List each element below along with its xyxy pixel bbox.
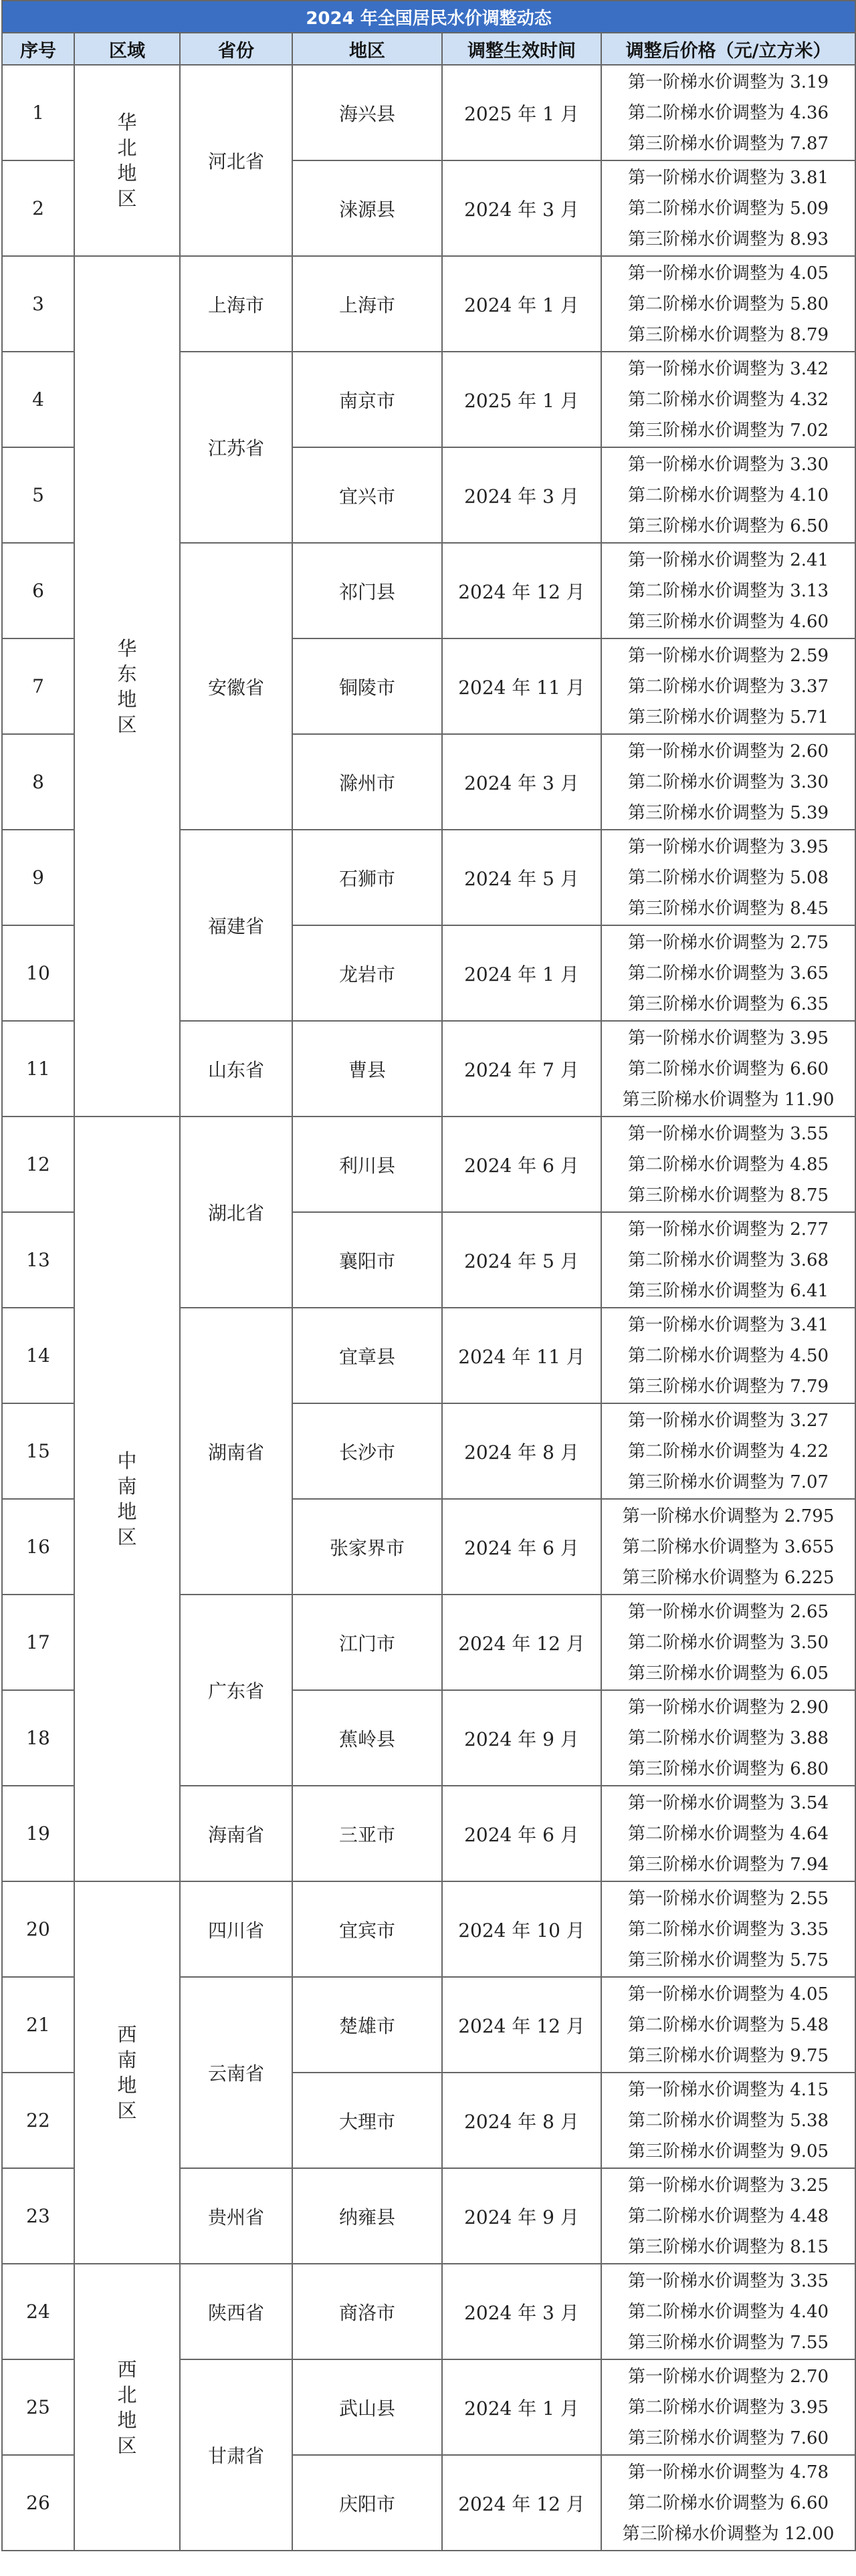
- header-row: [2, 33, 855, 65]
- price-cell: [601, 1786, 855, 1881]
- seq-cell: 5: [2, 447, 74, 543]
- area-cell: 祁门县: [292, 543, 442, 638]
- date-cell: 2025 年 1 月: [442, 352, 601, 447]
- area-cell: 宜兴市: [292, 447, 442, 543]
- water-price-table: [1, 0, 856, 2551]
- price-line: 第三阶梯水价调整为 7.87: [627, 133, 829, 154]
- area-cell: 长沙市: [292, 1403, 442, 1499]
- price-line: 第三阶梯水价调整为 9.75: [627, 2045, 829, 2066]
- price-cell: [601, 352, 855, 447]
- date-cell: 2024 年 8 月: [442, 2073, 601, 2168]
- price-line: 第一阶梯水价调整为 3.25: [627, 2175, 829, 2196]
- price-line: 第一阶梯水价调整为 2.59: [627, 645, 829, 666]
- date-cell: 2024 年 3 月: [442, 2264, 601, 2359]
- date-cell: 2024 年 1 月: [442, 2359, 601, 2455]
- price-line: 第一阶梯水价调整为 2.65: [627, 1601, 829, 1622]
- price-cell: [601, 1977, 855, 2073]
- seq-cell: 12: [2, 1117, 74, 1212]
- table-row: [2, 1117, 855, 1212]
- date-cell: 2024 年 1 月: [442, 925, 601, 1021]
- price-line: 第三阶梯水价调整为 8.79: [627, 324, 829, 345]
- seq-cell: 20: [2, 1881, 74, 1977]
- seq-cell: 13: [2, 1212, 74, 1308]
- area-cell: 龙岩市: [292, 925, 442, 1021]
- price-line: 第二阶梯水价调整为 4.10: [627, 485, 829, 505]
- price-line: 第二阶梯水价调整为 5.38: [627, 2110, 829, 2131]
- area-cell: 楚雄市: [292, 1977, 442, 2073]
- price-line: 第一阶梯水价调整为 3.19: [627, 72, 829, 92]
- price-line: 第一阶梯水价调整为 3.54: [627, 1792, 829, 1813]
- province-cell: 海南省: [180, 1786, 292, 1881]
- seq-cell: 18: [2, 1690, 74, 1786]
- province-cell: 山东省: [180, 1021, 292, 1117]
- region-cell: [74, 65, 180, 256]
- seq-cell: 10: [2, 925, 74, 1021]
- price-cell: [601, 1881, 855, 1977]
- price-line: 第三阶梯水价调整为 7.94: [627, 1854, 829, 1875]
- table-row: [2, 256, 855, 352]
- region-char: 西: [117, 2023, 137, 2046]
- province-cell: 云南省: [180, 1977, 292, 2168]
- header-province: 省份: [180, 33, 292, 65]
- area-cell: 宜宾市: [292, 1881, 442, 1977]
- price-line: 第三阶梯水价调整为 7.02: [627, 420, 829, 441]
- price-cell: [601, 1403, 855, 1499]
- region-cell: [74, 1117, 180, 1881]
- area-cell: 曹县: [292, 1021, 442, 1117]
- price-cell: [601, 2359, 855, 2455]
- seq-cell: 22: [2, 2073, 74, 2168]
- region-char: 地: [117, 1500, 137, 1523]
- date-cell: 2024 年 12 月: [442, 2455, 601, 2551]
- price-line: 第一阶梯水价调整为 3.95: [627, 836, 829, 857]
- price-line: 第三阶梯水价调整为 7.60: [627, 2428, 829, 2448]
- date-cell: 2024 年 3 月: [442, 447, 601, 543]
- province-cell: 陕西省: [180, 2264, 292, 2359]
- area-cell: 蕉岭县: [292, 1690, 442, 1786]
- price-line: 第二阶梯水价调整为 3.65: [627, 963, 829, 983]
- price-line: 第一阶梯水价调整为 2.55: [627, 1888, 829, 1909]
- price-cell: [601, 160, 855, 256]
- date-cell: 2024 年 3 月: [442, 734, 601, 830]
- area-cell: 南京市: [292, 352, 442, 447]
- region-char: 区: [117, 713, 137, 736]
- seq-cell: 26: [2, 2455, 74, 2551]
- price-line: 第一阶梯水价调整为 3.30: [627, 454, 829, 475]
- price-line: 第一阶梯水价调整为 4.05: [627, 1984, 829, 2004]
- date-cell: 2025 年 1 月: [442, 65, 601, 160]
- region-cell: [74, 1881, 180, 2264]
- seq-cell: 23: [2, 2168, 74, 2264]
- area-cell: 上海市: [292, 256, 442, 352]
- price-line: 第二阶梯水价调整为 3.13: [627, 580, 829, 601]
- date-cell: 2024 年 10 月: [442, 1881, 601, 1977]
- price-line: 第一阶梯水价调整为 2.90: [627, 1697, 829, 1718]
- region-char: 区: [117, 187, 137, 210]
- price-line: 第一阶梯水价调整为 3.27: [627, 1410, 829, 1431]
- seq-cell: 6: [2, 543, 74, 638]
- price-cell: [601, 830, 855, 925]
- price-line: 第一阶梯水价调整为 3.41: [627, 1314, 829, 1335]
- seq-cell: 25: [2, 2359, 74, 2455]
- price-line: 第三阶梯水价调整为 9.05: [627, 2141, 829, 2161]
- province-cell: 江苏省: [180, 352, 292, 543]
- header-region: 区域: [74, 33, 180, 65]
- price-line: 第二阶梯水价调整为 5.80: [627, 294, 829, 314]
- table-row: [2, 2264, 855, 2359]
- price-cell: [601, 2168, 855, 2264]
- seq-cell: 11: [2, 1021, 74, 1117]
- price-cell: [601, 1212, 855, 1308]
- price-cell: [601, 1117, 855, 1212]
- price-line: 第三阶梯水价调整为 6.50: [627, 515, 829, 536]
- province-cell: 安徽省: [180, 543, 292, 830]
- price-line: 第三阶梯水价调整为 5.71: [627, 707, 829, 727]
- price-line: 第三阶梯水价调整为 12.00: [622, 2523, 835, 2544]
- date-cell: 2024 年 9 月: [442, 1690, 601, 1786]
- date-cell: 2024 年 6 月: [442, 1117, 601, 1212]
- region-char: 地: [117, 162, 137, 185]
- date-cell: 2024 年 6 月: [442, 1499, 601, 1595]
- seq-cell: 8: [2, 734, 74, 830]
- date-cell: 2024 年 12 月: [442, 543, 601, 638]
- price-cell: [601, 1499, 855, 1595]
- region-char: 区: [117, 2434, 137, 2457]
- price-line: 第二阶梯水价调整为 4.64: [627, 1823, 829, 1844]
- price-cell: [601, 1690, 855, 1786]
- price-line: 第二阶梯水价调整为 6.60: [627, 2492, 829, 2513]
- price-line: 第二阶梯水价调整为 4.40: [627, 2301, 829, 2322]
- price-line: 第三阶梯水价调整为 6.225: [622, 1567, 835, 1588]
- table-title: 2024 年全国居民水价调整动态: [2, 1, 855, 33]
- seq-cell: 9: [2, 830, 74, 925]
- price-line: 第一阶梯水价调整为 4.78: [627, 2462, 829, 2482]
- price-line: 第二阶梯水价调整为 3.35: [627, 1919, 829, 1940]
- price-line: 第二阶梯水价调整为 3.95: [627, 2397, 829, 2418]
- seq-cell: 3: [2, 256, 74, 352]
- date-cell: 2024 年 5 月: [442, 1212, 601, 1308]
- price-line: 第二阶梯水价调整为 6.60: [627, 1058, 829, 1079]
- price-line: 第三阶梯水价调整为 5.39: [627, 802, 829, 823]
- table-row: [2, 65, 855, 160]
- area-cell: 滁州市: [292, 734, 442, 830]
- date-cell: 2024 年 9 月: [442, 2168, 601, 2264]
- area-cell: 江门市: [292, 1595, 442, 1690]
- date-cell: 2024 年 7 月: [442, 1021, 601, 1117]
- header-seq: 序号: [2, 33, 74, 65]
- area-cell: 铜陵市: [292, 638, 442, 734]
- price-line: 第一阶梯水价调整为 3.35: [627, 2270, 829, 2291]
- province-cell: 河北省: [180, 65, 292, 256]
- province-cell: 湖南省: [180, 1308, 292, 1595]
- price-line: 第三阶梯水价调整为 6.05: [627, 1663, 829, 1683]
- price-line: 第二阶梯水价调整为 5.48: [627, 2014, 829, 2035]
- price-line: 第二阶梯水价调整为 4.50: [627, 1345, 829, 1366]
- date-cell: 2024 年 3 月: [442, 160, 601, 256]
- region-char: 华: [117, 111, 137, 134]
- date-cell: 2024 年 11 月: [442, 638, 601, 734]
- price-line: 第三阶梯水价调整为 11.90: [622, 1089, 835, 1110]
- price-line: 第二阶梯水价调整为 5.08: [627, 867, 829, 888]
- region-char: 地: [117, 2074, 137, 2097]
- seq-cell: 15: [2, 1403, 74, 1499]
- price-line: 第三阶梯水价调整为 8.45: [627, 898, 829, 919]
- region-char: 北: [117, 136, 137, 159]
- date-cell: 2024 年 5 月: [442, 830, 601, 925]
- area-cell: 襄阳市: [292, 1212, 442, 1308]
- price-line: 第二阶梯水价调整为 4.32: [627, 389, 829, 410]
- province-cell: 四川省: [180, 1881, 292, 1977]
- seq-cell: 14: [2, 1308, 74, 1403]
- date-cell: 2024 年 12 月: [442, 1977, 601, 2073]
- date-cell: 2024 年 1 月: [442, 256, 601, 352]
- header-price: 调整后价格（元/立方米）: [601, 33, 855, 65]
- price-line: 第二阶梯水价调整为 4.85: [627, 1154, 829, 1175]
- price-line: 第三阶梯水价调整为 5.75: [627, 1950, 829, 1970]
- region-char: 中: [117, 1449, 137, 1472]
- price-cell: [601, 925, 855, 1021]
- price-cell: [601, 2455, 855, 2551]
- price-line: 第二阶梯水价调整为 4.22: [627, 1441, 829, 1461]
- price-cell: [601, 543, 855, 638]
- price-cell: [601, 2073, 855, 2168]
- price-line: 第一阶梯水价调整为 3.42: [627, 358, 829, 379]
- price-line: 第二阶梯水价调整为 4.48: [627, 2206, 829, 2226]
- price-line: 第一阶梯水价调整为 2.41: [627, 550, 829, 570]
- area-cell: 海兴县: [292, 65, 442, 160]
- area-cell: 石狮市: [292, 830, 442, 925]
- price-line: 第三阶梯水价调整为 4.60: [627, 611, 829, 632]
- price-cell: [601, 638, 855, 734]
- area-cell: 涞源县: [292, 160, 442, 256]
- seq-cell: 4: [2, 352, 74, 447]
- region-char: 东: [117, 662, 137, 685]
- price-line: 第二阶梯水价调整为 3.30: [627, 772, 829, 792]
- area-cell: 武山县: [292, 2359, 442, 2455]
- price-cell: [601, 1021, 855, 1117]
- province-cell: 上海市: [180, 256, 292, 352]
- price-line: 第一阶梯水价调整为 2.77: [627, 1219, 829, 1240]
- area-cell: 庆阳市: [292, 2455, 442, 2551]
- seq-cell: 16: [2, 1499, 74, 1595]
- price-line: 第三阶梯水价调整为 7.07: [627, 1472, 829, 1492]
- region-char: 地: [117, 2408, 137, 2432]
- region-cell: [74, 256, 180, 1117]
- date-cell: 2024 年 8 月: [442, 1403, 601, 1499]
- seq-cell: 1: [2, 65, 74, 160]
- price-line: 第一阶梯水价调整为 3.81: [627, 167, 829, 188]
- header-date: 调整生效时间: [442, 33, 601, 65]
- price-line: 第二阶梯水价调整为 3.50: [627, 1632, 829, 1653]
- price-line: 第二阶梯水价调整为 5.09: [627, 198, 829, 219]
- region-char: 北: [117, 2383, 137, 2406]
- price-line: 第一阶梯水价调整为 3.95: [627, 1028, 829, 1048]
- seq-cell: 19: [2, 1786, 74, 1881]
- price-line: 第二阶梯水价调整为 3.88: [627, 1728, 829, 1748]
- province-cell: 贵州省: [180, 2168, 292, 2264]
- price-cell: [601, 734, 855, 830]
- price-line: 第二阶梯水价调整为 4.36: [627, 102, 829, 123]
- price-line: 第一阶梯水价调整为 3.55: [627, 1123, 829, 1144]
- seq-cell: 17: [2, 1595, 74, 1690]
- province-cell: 广东省: [180, 1595, 292, 1786]
- province-cell: 甘肃省: [180, 2359, 292, 2551]
- price-line: 第三阶梯水价调整为 6.41: [627, 1280, 829, 1301]
- price-cell: [601, 1308, 855, 1403]
- region-char: 区: [117, 2099, 137, 2122]
- price-line: 第三阶梯水价调整为 8.75: [627, 1185, 829, 1205]
- seq-cell: 24: [2, 2264, 74, 2359]
- province-cell: 福建省: [180, 830, 292, 1021]
- seq-cell: 2: [2, 160, 74, 256]
- price-cell: [601, 2264, 855, 2359]
- region-char: 区: [117, 1526, 137, 1548]
- price-line: 第三阶梯水价调整为 6.35: [627, 993, 829, 1014]
- area-cell: 宜章县: [292, 1308, 442, 1403]
- date-cell: 2024 年 12 月: [442, 1595, 601, 1690]
- region-char: 西: [117, 2357, 137, 2381]
- region-char: 南: [117, 2048, 137, 2071]
- province-cell: 湖北省: [180, 1117, 292, 1308]
- price-cell: [601, 65, 855, 160]
- area-cell: 商洛市: [292, 2264, 442, 2359]
- price-cell: [601, 256, 855, 352]
- region-char: 南: [117, 1475, 137, 1498]
- area-cell: 三亚市: [292, 1786, 442, 1881]
- area-cell: 张家界市: [292, 1499, 442, 1595]
- price-line: 第三阶梯水价调整为 8.15: [627, 2236, 829, 2257]
- seq-cell: 7: [2, 638, 74, 734]
- header-area: 地区: [292, 33, 442, 65]
- price-cell: [601, 447, 855, 543]
- price-line: 第一阶梯水价调整为 4.05: [627, 263, 829, 283]
- price-line: 第一阶梯水价调整为 2.60: [627, 741, 829, 762]
- price-cell: [601, 1595, 855, 1690]
- price-line: 第三阶梯水价调整为 7.79: [627, 1376, 829, 1397]
- price-line: 第二阶梯水价调整为 3.37: [627, 676, 829, 697]
- date-cell: 2024 年 6 月: [442, 1786, 601, 1881]
- area-cell: 利川县: [292, 1117, 442, 1212]
- region-char: 华: [117, 636, 137, 660]
- table-body: [2, 65, 855, 2551]
- price-line: 第二阶梯水价调整为 3.68: [627, 1250, 829, 1270]
- price-line: 第三阶梯水价调整为 7.55: [627, 2332, 829, 2353]
- water-price-document: [1, 0, 855, 2551]
- price-line: 第三阶梯水价调整为 8.93: [627, 229, 829, 249]
- price-line: 第一阶梯水价调整为 2.795: [622, 1506, 835, 1526]
- area-cell: 纳雍县: [292, 2168, 442, 2264]
- price-line: 第一阶梯水价调整为 2.75: [627, 932, 829, 953]
- area-cell: 大理市: [292, 2073, 442, 2168]
- price-line: 第三阶梯水价调整为 6.80: [627, 1758, 829, 1779]
- table-row: [2, 1881, 855, 1977]
- region-cell: [74, 2264, 180, 2551]
- price-line: 第二阶梯水价调整为 3.655: [622, 1536, 835, 1557]
- price-line: 第一阶梯水价调整为 4.15: [627, 2079, 829, 2100]
- seq-cell: 21: [2, 1977, 74, 2073]
- price-line: 第一阶梯水价调整为 2.70: [627, 2366, 829, 2387]
- date-cell: 2024 年 11 月: [442, 1308, 601, 1403]
- region-char: 地: [117, 687, 137, 711]
